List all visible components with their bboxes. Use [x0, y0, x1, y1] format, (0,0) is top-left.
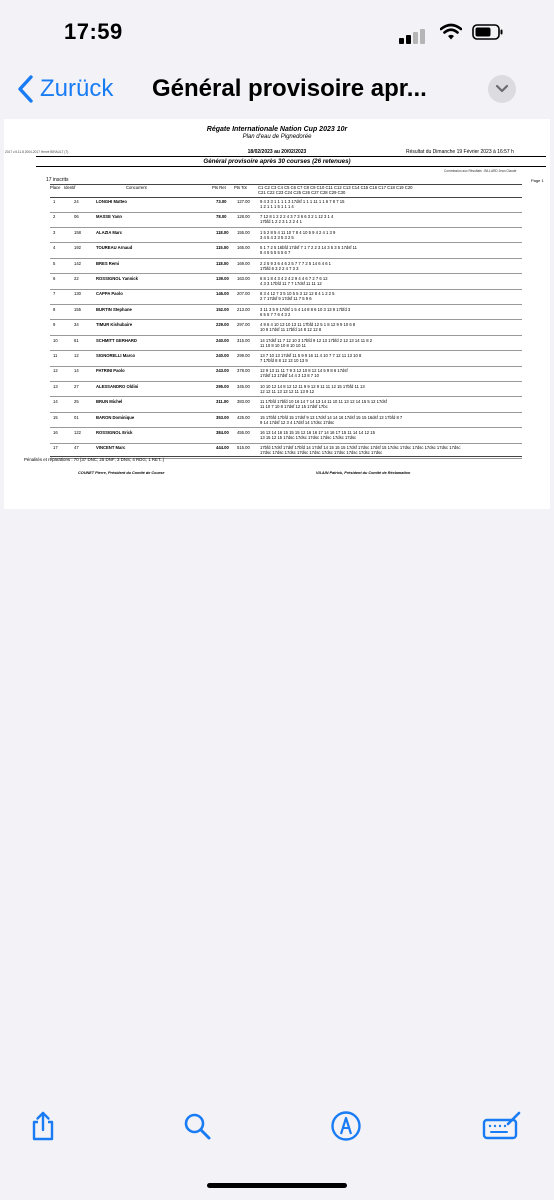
row-pts-ret: 73.00 — [216, 199, 227, 204]
row-results-2: 9 14 17dsf 12 3 4 17dsf 14 17dsc 17dsc — [260, 419, 335, 425]
col-ident: Identif — [64, 185, 76, 190]
row-results-2: 3 4 5 4 3 3 5 3 2 5 — [260, 234, 294, 240]
header-rule — [36, 156, 546, 157]
row-name: MASSE Yann — [96, 214, 122, 220]
row-pts-ret: 229.00 — [216, 322, 229, 328]
row-results-2: 17dsc 17dsc 17dsc 17dsc 17dsc 17dsc 17dsc 17dsc 17dsc 17dsc — [260, 450, 383, 456]
row-ident: 01 — [74, 414, 79, 420]
row-place: 17 — [53, 445, 58, 451]
row-results-1: 4 9 6 4 10 13 10 13 11 17bfd 12 5 1 8 12 9 9 10 6 8 — [260, 322, 356, 328]
section-rule — [36, 166, 546, 167]
row-ident: 155 — [74, 306, 81, 312]
row-pts-ret: 295.00 — [216, 383, 229, 389]
row-pts-ret: 118.00 — [216, 229, 229, 235]
row-divider — [50, 273, 522, 274]
col-place: Place — [50, 185, 61, 190]
row-results-1: 11 17bfd 17bfd 10 16 14 7 14 13 14 11 10 11 13 12 14 15 5 12 17dsf — [260, 399, 387, 405]
row-results-1: 5 1 7 2 5 16bfd 17dsf 7 1 7 2 2 3 14 3 5 3 5 17dsf 11 — [260, 245, 358, 251]
signature-race-committee: COUNET Pierre, Président du Comité de Course — [78, 471, 165, 475]
row-name: BRES Remi — [96, 260, 120, 266]
row-results-1: 14 17dsf 11 7 12 10 3 17bfd 9 12 13 17bfd 2 12 13 14 11 8 2 — [260, 337, 373, 343]
col-courses-1: C1 C2 C3 C4 C5 C6 C7 C8 C9 C10 C11 C12 C13 C14 C15 C16 C17 C18 C19 C20 — [258, 185, 413, 190]
row-divider — [50, 412, 522, 413]
row-results-2: 17bfd 6 3 2 2 4 7 3 3 — [260, 265, 299, 271]
row-ident: 47 — [74, 445, 79, 451]
row-pts-ret: 384.00 — [216, 430, 229, 435]
table-header-rule — [50, 197, 522, 198]
row-place: 9 — [53, 322, 56, 328]
row-name: LONGHI Matteo — [96, 199, 127, 204]
cellular-signal-icon — [399, 24, 431, 44]
row-results-1: 17bfd 17dsf 17dsf 17bfd 14 17dsf 14 15 15 15 17dsf 17dsc 17dsf 15 17dsc 17dsc 17dsc 17dsc 17dsc 17dsc — [260, 445, 461, 451]
row-pts-tot: 425.00 — [237, 414, 250, 420]
row-name: TOUREAU Arnaud — [96, 245, 133, 251]
row-ident: 24 — [74, 199, 79, 204]
row-results-2: 13 15 12 15 17dsc 17dsc 17dsc 17dsc 17dsc 17dsc — [260, 435, 357, 440]
pdf-page — [4, 119, 550, 509]
penalties-note: Pénalités et réparations : 70 (37 DNC; 25 DNF; 3 DNS; 4 RDG; 1 RET..) — [24, 457, 165, 462]
row-results-1: 10 10 12 14 8 12 12 11 9 9 12 9 11 11 12 15 17bfd 11 13 — [260, 383, 365, 389]
software-version: 2017 v.5.11.8 2004-2017 Hervé BIRAULT (T) — [5, 150, 69, 154]
row-results-2: 2 7 17dsf 9 17dsf 11 7 5 9 6 — [260, 296, 312, 302]
row-place: 8 — [53, 306, 56, 312]
row-pts-tot: 299.00 — [237, 353, 250, 358]
row-results-1: 9 4 3 3 1 1 1 1 3 17dsf 1 1 1 11 1 1 6 7 8 7 15 — [260, 199, 345, 204]
doc-title: Régate Internationale Nation Cup 2023 10r — [206, 126, 348, 133]
row-pts-ret: 311.00 — [216, 399, 229, 405]
navigation-bar — [0, 60, 554, 116]
row-pts-ret: 243.00 — [216, 368, 229, 374]
row-pts-ret: 444.00 — [216, 445, 229, 451]
row-place: 6 — [53, 276, 56, 281]
row-pts-tot: 213.00 — [237, 306, 250, 312]
row-divider — [50, 366, 522, 367]
row-place: 13 — [53, 383, 58, 389]
row-results-1: 13 7 10 13 17dsf 11 5 9 9 16 11 4 10 7 7 12 11 13 10 8 — [260, 353, 362, 358]
row-name: PATRINI Paolo — [96, 368, 125, 374]
row-place: 14 — [53, 399, 58, 405]
row-results-1: 7 12 8 1 2 2 2 4 3 7 3 6 6 3 2 1 12 3 1 4 — [260, 214, 334, 220]
row-ident: 142 — [74, 260, 81, 266]
row-name: VINCENT Marc — [96, 445, 126, 451]
share-button[interactable] — [28, 1110, 58, 1142]
row-ident: 61 — [74, 337, 79, 343]
markup-pen-icon — [330, 1110, 362, 1142]
row-name: BARON Dominique — [96, 414, 135, 420]
row-name: SCHMITT GERHARD — [96, 337, 137, 343]
row-place: 7 — [53, 291, 56, 297]
row-results-2: 17bfd 1 2 2 3 1 2 2 4 1 — [260, 219, 302, 225]
row-pts-ret: 139.00 — [216, 276, 229, 281]
row-ident: 06 — [74, 214, 79, 220]
row-divider — [50, 335, 522, 336]
row-results-1: 3 11 3 5 9 17dsf 1 5 4 14 8 8 6 10 3 13 9 17bfd 3 — [260, 306, 351, 312]
row-ident: 130 — [74, 291, 81, 297]
row-name: TIMUR Kishubaire — [96, 322, 133, 328]
row-pts-tot: 165.00 — [237, 245, 250, 251]
row-divider — [50, 242, 522, 243]
row-place: 3 — [53, 229, 56, 235]
search-icon — [182, 1110, 212, 1142]
wifi-icon — [440, 23, 462, 41]
row-results-1: 15 17bfd 17bfd 15 17dsf 9 13 17dsf 14 14 16 17dsf 15 15 16dsf 13 17bfd 8 7 — [260, 414, 403, 420]
row-place: 5 — [53, 260, 56, 266]
battery-icon — [472, 23, 504, 41]
col-pts-ret: Pts Ret — [212, 185, 226, 190]
keyboard-pen-icon — [482, 1110, 522, 1142]
row-pts-ret: 78.00 — [216, 214, 227, 220]
row-pts-ret: 118.00 — [216, 260, 229, 266]
row-divider — [50, 319, 522, 320]
row-divider — [50, 289, 522, 290]
row-results-2: 10 9 17dsf 11 17bfd 14 8 12 12 8 — [260, 327, 322, 333]
row-pts-tot: 383.00 — [237, 399, 250, 405]
row-results-1: 16 13 14 16 15 15 15 12 16 16 17 14 16 17 15 11 14 14 12 15 — [260, 430, 375, 435]
row-pts-ret: 146.00 — [216, 291, 229, 297]
row-pts-ret: 115.00 — [216, 245, 229, 251]
result-date: Résultat du Dimanche 19 Février 2023 à 16:57 h — [406, 149, 514, 155]
row-pts-tot: 315.00 — [237, 337, 250, 343]
row-divider — [50, 227, 522, 228]
row-results-2: 11 10 8 10 10 8 10 10 11 — [260, 342, 306, 348]
chevron-left-icon — [16, 74, 34, 104]
row-name: ROSSIGNOL Erick — [96, 430, 133, 435]
row-ident: 158 — [74, 229, 81, 235]
row-divider — [50, 381, 522, 382]
col-pts-tot: Pts Tot — [234, 185, 247, 190]
row-ident: 14 — [74, 368, 79, 374]
row-results-2: 17dsf 13 17dsf 14 4 3 13 8 7 10 — [260, 373, 319, 379]
row-name: ROSSIGNOL Yannick — [96, 276, 138, 281]
row-name: BRUN Michel — [96, 399, 123, 405]
row-name: SIGNORELLI Marco — [96, 353, 136, 358]
row-results-2: 6 5 5 7 7 6 4 3 2 — [260, 311, 291, 317]
row-results-2: 11 10 7 10 8 17dsf 12 15 17dsf 17bc — [260, 404, 328, 410]
row-pts-tot: 515.00 — [237, 445, 250, 451]
row-ident: 12 — [74, 353, 79, 358]
doc-subtitle: Plan d'eau de Pignedorée — [242, 134, 312, 140]
row-pts-tot: 169.00 — [237, 260, 250, 266]
row-divider — [50, 443, 522, 444]
row-pts-tot: 345.00 — [237, 383, 250, 389]
status-time: 17:59 — [64, 19, 123, 44]
commission: Commission aux Résultats : BILLARD Jean Claude — [444, 169, 517, 173]
row-name: ALAZIA Marc — [96, 229, 123, 235]
page-number: Page 1 — [531, 178, 544, 183]
row-divider — [50, 304, 522, 305]
search-button[interactable] — [182, 1110, 212, 1142]
row-pts-tot: 128.00 — [237, 214, 250, 220]
row-divider — [50, 427, 522, 428]
row-results-2: 12 12 11 13 13 12 11 13 9 12 — [260, 388, 315, 394]
row-results-2: 8 4 5 5 5 5 5 6 7 — [260, 250, 291, 256]
row-results-1: 1 5 2 8 5 4 11 10 7 8 4 10 5 9 4 2 4 1 3 9 — [260, 229, 336, 235]
row-divider — [50, 212, 522, 213]
row-place: 16 — [53, 430, 58, 435]
row-results-2: 1 2 1 1 1 5 1 1 1 4 — [260, 204, 294, 209]
back-label: Zurück — [40, 75, 114, 102]
row-results-2: 7 17bfd 8 8 12 13 10 13 9 — [260, 358, 308, 363]
row-pts-ret: 353.00 — [216, 414, 229, 420]
row-ident: 34 — [74, 322, 79, 328]
row-pts-ret: 152.00 — [216, 306, 229, 312]
row-results-1: 8 3 4 12 7 3 5 10 5 5 3 12 12 8 4 1 2 2 5 — [260, 291, 335, 297]
section-title: Général provisoire après 30 courses (26 retenues) — [203, 158, 351, 165]
signature-protest-committee: VILAIN Patrick, Président du Comité de Réclamation — [316, 471, 411, 475]
row-pts-ret: 240.00 — [216, 353, 229, 358]
back-button[interactable] — [16, 73, 113, 105]
markup-button[interactable] — [330, 1110, 360, 1142]
row-divider — [50, 396, 522, 397]
row-name: BURTIN Stephane — [96, 306, 132, 312]
row-place: 15 — [53, 414, 58, 420]
row-name: ALESSANDRO Oldini — [96, 383, 139, 389]
inscrits-count: 17 inscrits — [46, 177, 69, 183]
more-options-button[interactable] — [488, 75, 516, 103]
row-pts-tot: 127.00 — [237, 199, 250, 204]
row-divider — [50, 350, 522, 351]
chevron-down-icon — [495, 84, 509, 94]
edit-button[interactable] — [482, 1110, 522, 1142]
row-place: 2 — [53, 214, 56, 220]
row-results-1: 12 9 13 11 11 7 9 3 12 10 8 12 14 5 9 8 6 17dsf — [260, 368, 348, 374]
row-divider — [50, 258, 522, 259]
row-place: 10 — [53, 337, 58, 343]
home-indicator — [207, 1183, 347, 1188]
row-pts-tot: 155.00 — [237, 229, 250, 235]
row-ident: 27 — [74, 383, 79, 389]
row-ident: 192 — [74, 245, 81, 251]
share-icon — [28, 1110, 58, 1142]
row-pts-tot: 163.00 — [237, 276, 250, 281]
page-title: Général provisoire apr... — [152, 75, 427, 102]
col-courses-2: C21 C22 C23 C24 C25 C26 C27 C28 C29 C30 — [258, 190, 346, 195]
status-bar — [0, 0, 554, 60]
row-place: 11 — [53, 353, 58, 358]
row-ident: 22 — [74, 276, 79, 281]
row-pts-ret: 240.00 — [216, 337, 229, 343]
row-pts-tot: 455.00 — [237, 430, 250, 435]
row-place: 12 — [53, 368, 58, 374]
row-place: 1 — [53, 199, 56, 204]
col-concurrent: Concurrent — [126, 185, 147, 190]
row-results-1: 2 2 5 9 3 6 4 6 2 5 7 7 7 2 5 14 6 4 6 1 — [260, 260, 332, 266]
row-pts-tot: 207.00 — [237, 291, 250, 297]
doc-dates: 18/02/2023 au 20/02/2023 — [247, 149, 307, 155]
row-pts-tot: 378.00 — [237, 368, 250, 374]
row-pts-tot: 297.00 — [237, 322, 250, 328]
row-results-1: 6 8 1 8 4 3 4 2 4 2 9 4 4 6 7 2 7 6 12 — [260, 276, 328, 281]
row-name: CAPPA Paolo — [96, 291, 123, 297]
row-place: 4 — [53, 245, 56, 251]
row-ident: 25 — [74, 399, 79, 405]
row-results-2: 4 3 3 17bfd 11 7 7 17dsf 11 11 12 — [260, 281, 322, 286]
row-ident: 122 — [74, 430, 81, 435]
